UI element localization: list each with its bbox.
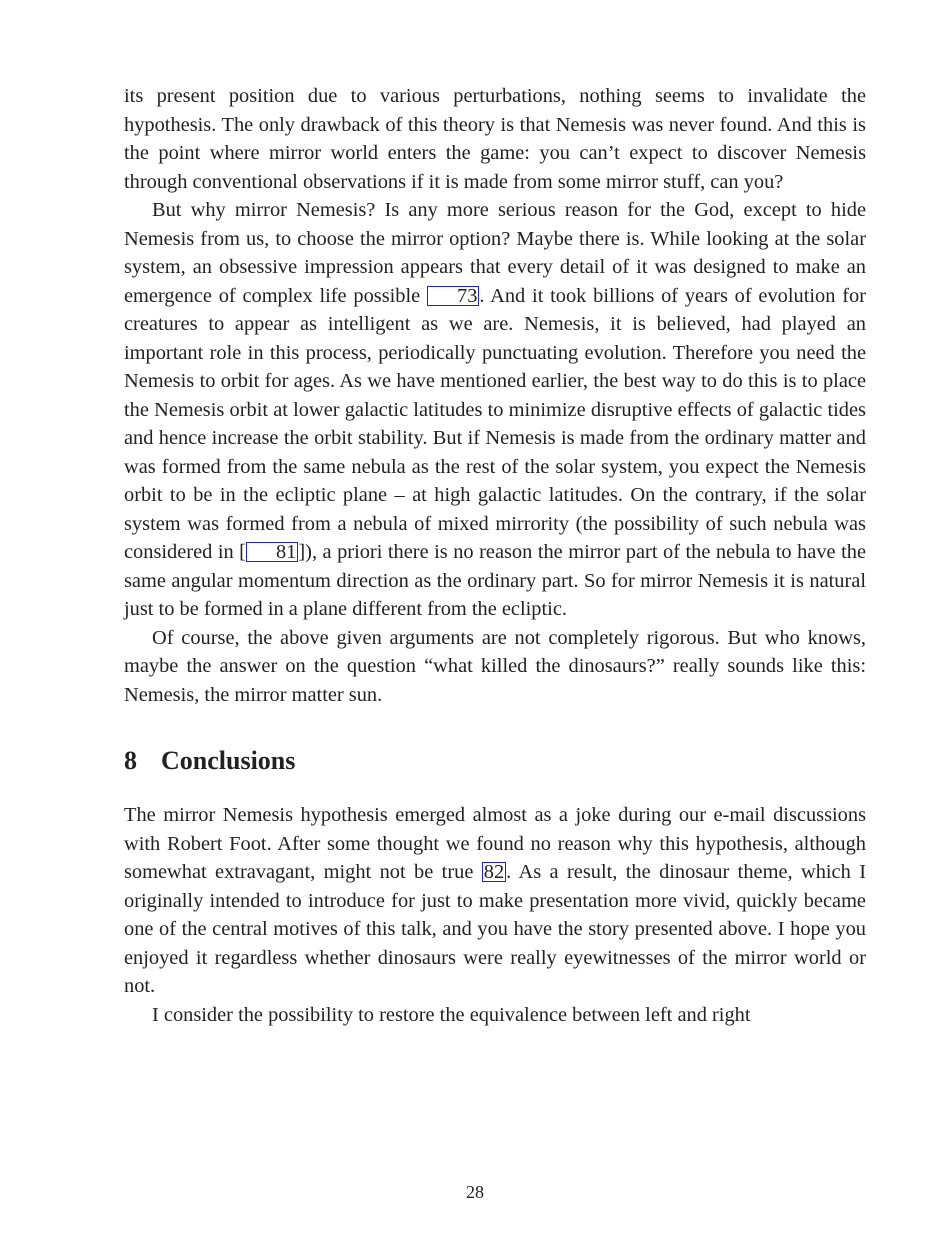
paragraph-text: The mirror Nemesis hypothesis emerged almost as a joke during our e-mail discussions with Robert Foot. After some thought we found no reason why this hypothesis, although somewhat extravagant, might not be true [124,804,866,883]
section-heading [124,745,866,777]
paragraph-text: I consider the possibility to restore the equivalence between left and right [152,1003,751,1026]
paragraph-text: ]), a priori there is no reason the mirror part of the nebula to have the same angular momentum direction as the ordinary part. So for mirror Nemesis it is natural just to be formed in a plane different from the ecliptic. [124,541,866,620]
section-number: 8 [124,746,137,775]
page-number: 28 [466,1182,484,1202]
paragraphs-before-section [124,82,866,709]
paragraph-text: its present position due to various perturbations, nothing seems to invalidate the hypothesis. The only drawback of this theory is that Nemesis was never found. And this is the point where mirror world enters the game: you can’t expect to discover Nemesis through conventional observations if it is made from some mirror stuff, can you? [124,85,866,193]
paragraph-text: . And it took billions of years of evolution for creatures to appear as intelligent as we are. Nemesis, it is believed, had played an important role in this process, periodically punctuating evolution. Therefore you need the Nemesis to orbit for ages. As we have mentioned earlier, the best way to do this is to place the Nemesis orbit at lower galactic latitudes to minimize disruptive effects of galactic tides and hence increase the orbit stability. But if Nemesis is made from the ordinary matter and was formed from the same nebula as the rest of the solar system, you expect the Nemesis orbit to be in the ecliptic plane – at high galactic latitudes. On the contrary, if the solar system was formed from a nebula of mixed mirrority (the possibility of such nebula was considered in [ [124,284,866,563]
paragraph-text: But why mirror Nemesis? Is any more serious reason for the God, except to hide Nemesis from us, to choose the mirror option? Maybe there is. While looking at the solar system, an obsessive impression appears that every detail of it was designed to make an emergence of complex life possible [124,199,866,307]
paragraph [124,801,866,1001]
citation-link[interactable]: 82 [483,861,505,883]
paragraph [124,624,866,710]
paragraph [124,1001,866,1030]
paragraph-text: . As a result, the dinosaur theme, which I originally intended to introduce for just to make presentation more vivid, quickly became one of the central motives of this talk, and you have the story presented above. I hope you enjoyed it regardless whether dinosaurs were really eyewitnesses of the mirror world or not. [124,861,866,997]
page-body [124,82,866,1029]
section-title: Conclusions [161,746,296,775]
paragraphs-after-section [124,801,866,1029]
citation-link[interactable]: 73 [427,286,479,306]
paragraph [124,82,866,196]
citation-link[interactable]: 81 [246,542,298,562]
paragraph-text: Of course, the above given arguments are not completely rigorous. But who knows, maybe the answer on the question “what killed the dinosaurs?” really sounds like this: Nemesis, the mirror matter sun. [124,626,866,706]
paragraph [124,196,866,624]
